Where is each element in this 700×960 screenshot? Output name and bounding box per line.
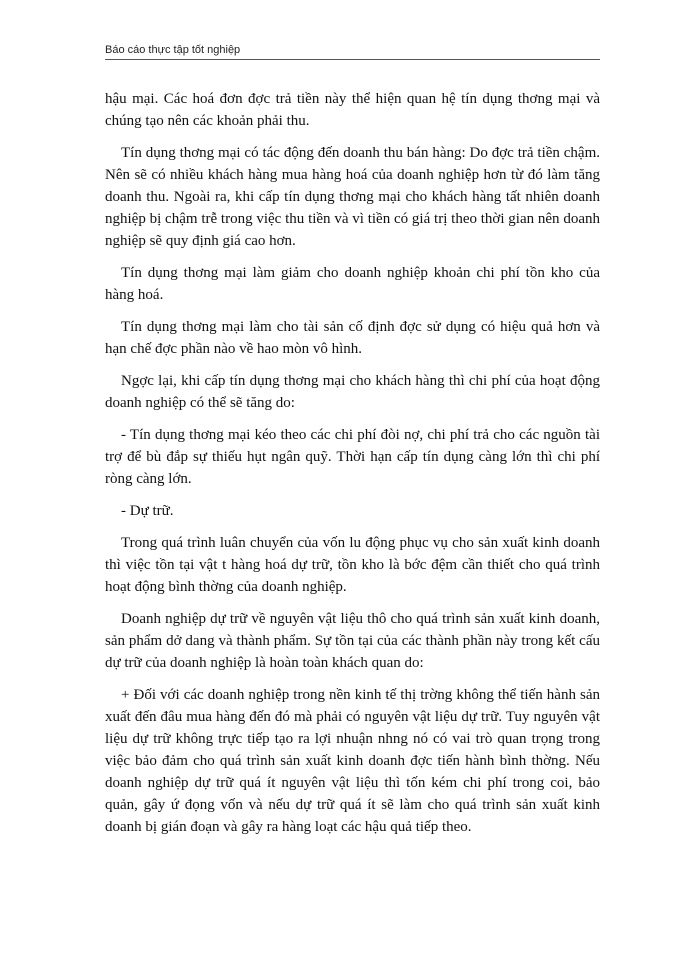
paragraph: Tín dụng thơng mại làm giảm cho doanh nghiệp khoản chi phí tồn kho của hàng hoá. xyxy=(105,265,600,303)
paragraph: - Dự trữ. xyxy=(121,503,174,519)
paragraph: Ngợc lại, khi cấp tín dụng thơng mại cho khách hàng thì chi phí của hoạt động doanh nghiệp có thể sẽ tăng do: xyxy=(105,373,600,411)
paragraph: + Đối với các doanh nghiệp trong nền kinh tế thị trờng không thể tiến hành sản xuất đến đâu mua hàng đến đó mà phải có nguyên vật liệu dự trữ. Tuy nguyên vật liệu dự trữ không trực tiếp tạo ra lợi nhuận nhng nó có vai trò quan trọng trong việc bảo đảm cho quá trình sản xuất kinh doanh đợc tiến hành bình thờng. Nếu doanh nghiệp dự trữ quá ít nguyên vật liệu thì tốn kém chi phí trong coi, bảo quản, gây ứ đọng vốn và nếu dự trữ quá ít sẽ làm cho quá trình sản xuất kinh doanh bị gián đoạn và gây ra hàng loạt các hậu quả tiếp theo. xyxy=(105,687,600,835)
header-title: Báo cáo thực tập tốt nghiệp xyxy=(105,44,241,56)
document-body xyxy=(105,88,600,848)
paragraph: Tín dụng thơng mại có tác động đến doanh thu bán hàng: Do đợc trả tiền chậm. Nên sẽ có nhiều khách hàng mua hàng hoá của doanh nghiệp hơn từ đó làm tăng doanh thu. Ngoài ra, khi cấp tín dụng thơng mại cho khách hàng tất nhiên doanh nghiệp bị chậm trễ trong việc thu tiền và vì tiền có giá trị theo thời gian nên doanh nghiệp sẽ quy định giá cao hơn. xyxy=(105,145,600,249)
paragraph: Trong quá trình luân chuyển của vốn lu động phục vụ cho sản xuất kinh doanh thì việc tồn tại vật t hàng hoá dự trữ, tồn kho là bớc đệm cần thiết cho quá trình hoạt động bình thờng của doanh nghiệp. xyxy=(105,535,600,595)
paragraph: - Tín dụng thơng mại kéo theo các chi phí đòi nợ, chi phí trả cho các nguồn tài trợ để bù đắp sự thiếu hụt ngân quỹ. Thời hạn cấp tín dụng càng lớn thì chi phí ròng càng lớn. xyxy=(105,427,600,487)
paragraph: hậu mại. Các hoá đơn đợc trả tiền này thể hiện quan hệ tín dụng thơng mại và chúng tạo nên các khoản phải thu. xyxy=(105,91,600,129)
paragraph: Tín dụng thơng mại làm cho tài sản cố định đợc sử dụng có hiệu quả hơn và hạn chế đợc phần nào về hao mòn vô hình. xyxy=(105,319,600,357)
paragraph: Doanh nghiệp dự trữ về nguyên vật liệu thô cho quá trình sản xuất kinh doanh, sản phẩm dở dang và thành phẩm. Sự tồn tại của các thành phần này trong kết cấu dự trữ của doanh nghiệp là hoàn toàn khách quan do: xyxy=(105,611,600,671)
page-header xyxy=(105,44,600,60)
